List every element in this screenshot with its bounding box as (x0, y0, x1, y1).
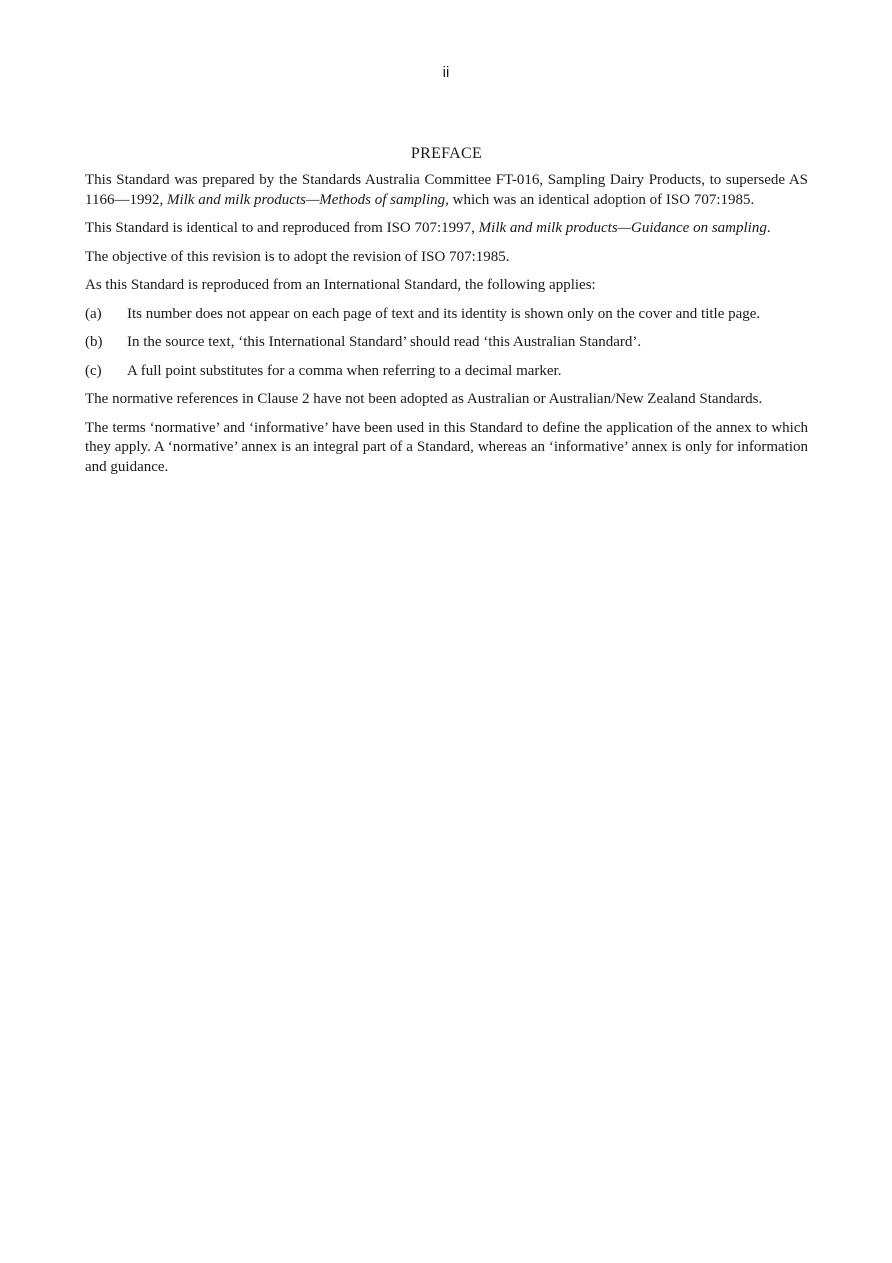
paragraph-text: This Standard was prepared by the Standards Australia Committee FT-016, Sampling Dairy Products, to supersede AS 1166—1992, (85, 172, 808, 208)
list-item-text: In the source text, ‘this International Standard’ should read ‘this Australian Standard’. (127, 334, 642, 350)
paragraph-text: . (766, 220, 771, 236)
page-title: PREFACE (410, 145, 483, 162)
list-item-label: (c) (85, 362, 102, 379)
paragraph-applies: As this Standard is reproduced from an International Standard, the following applies: (85, 277, 596, 293)
paragraph-committee (85, 171, 808, 210)
paragraph-text: which was an identical adoption of ISO 707:1985. (448, 191, 755, 208)
list-item (85, 305, 808, 325)
preface-section (85, 145, 808, 486)
paragraph-italic-title: Milk and milk products—Guidance on sampling (478, 220, 767, 236)
list-item (85, 362, 808, 382)
paragraph-objective: The objective of this revision is to adopt the revision of ISO 707:1985. (85, 248, 510, 265)
paragraph-normative-informative: The terms ‘normative’ and ‘informative’ have been used in this Standard to define the application of the annex to which they apply. A ‘normative’ annex is an integral part of a Standard, whereas an ‘informative’ annex is only for information and guidance. (85, 419, 808, 475)
list-item-text: Its number does not appear on each page of text and its identity is shown only on the cover and title page. (127, 305, 761, 322)
list-item (85, 333, 808, 353)
paragraph-normative-references: The normative references in Clause 2 have not been adopted as Australian or Australian/New Zealand Standards. (85, 391, 763, 407)
page-number: ii (442, 64, 450, 81)
paragraph-identical (85, 219, 808, 239)
list-item-text: A full point substitutes for a comma when referring to a decimal marker. (127, 362, 562, 379)
list-item-label: (a) (85, 305, 102, 322)
paragraph-text: This Standard is identical to and reproduced from ISO 707:1997, (85, 220, 479, 236)
paragraph-italic-title: Milk and milk products—Methods of sampling, (166, 191, 449, 208)
list-item-label: (b) (85, 334, 103, 350)
